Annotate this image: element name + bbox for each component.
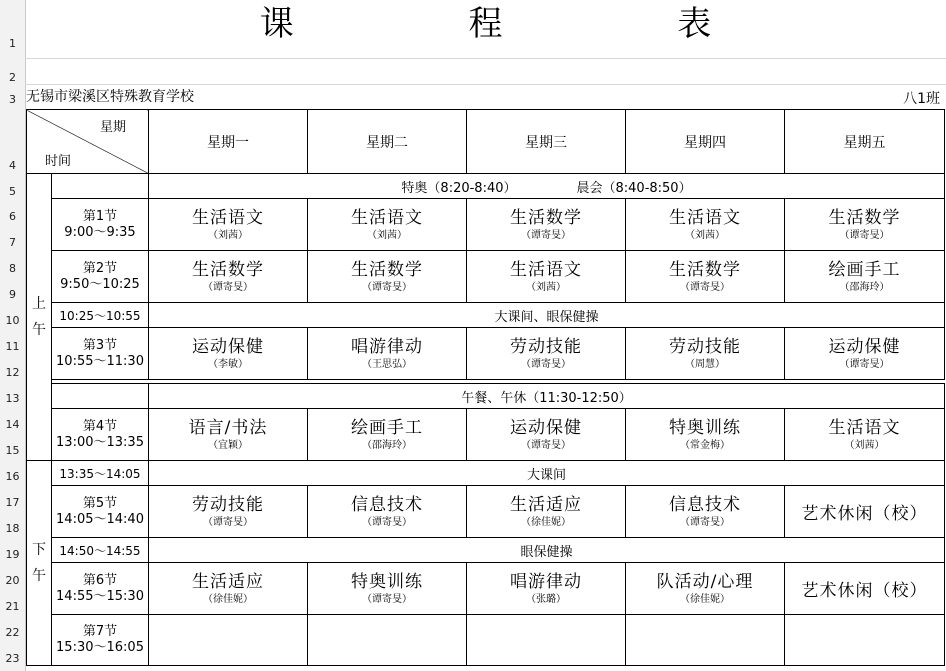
period-label-cell <box>52 328 149 380</box>
row-header-column <box>0 0 26 671</box>
row-number: 19 <box>5 548 20 561</box>
band-row <box>27 384 945 409</box>
teacher: （刘茜） <box>526 281 566 293</box>
class-cell <box>308 251 467 303</box>
class-cell <box>467 563 626 615</box>
teacher: （李敏） <box>208 358 248 370</box>
period-label: 第5节 <box>82 495 118 511</box>
period-label-cell <box>52 563 149 615</box>
gridline <box>25 58 946 59</box>
row-number: 17 <box>5 496 20 509</box>
class-cell <box>149 199 308 251</box>
period-label-cell <box>52 251 149 303</box>
row-number: 6 <box>9 210 16 223</box>
subject: 劳动技能 <box>669 336 741 357</box>
teacher: （谭寄旻） <box>839 358 890 370</box>
period-row <box>27 563 945 615</box>
class-cell <box>626 615 785 666</box>
subject: 生活数学 <box>351 259 423 280</box>
row-number: 9 <box>9 288 16 301</box>
band-cell: 大课间、眼保健操 <box>149 303 945 328</box>
row-number: 4 <box>9 159 16 172</box>
subject: 唱游律动 <box>351 336 423 357</box>
teacher: （谭寄旻） <box>203 281 253 293</box>
row-number: 8 <box>9 262 16 275</box>
teacher: （徐佳妮） <box>521 516 571 528</box>
subject: 艺术休闲（校） <box>801 581 928 601</box>
period-label: 第7节 <box>82 624 118 639</box>
class-cell <box>785 328 945 380</box>
blank-cell <box>52 174 149 199</box>
subject: 生活适应 <box>192 571 264 592</box>
subject: 特奥训练 <box>351 571 423 592</box>
morning-label <box>27 174 52 461</box>
teacher: （徐佳妮） <box>680 593 730 605</box>
band-cell: 大课间 <box>149 461 945 486</box>
teacher: （谭寄旻） <box>362 593 412 605</box>
teacher: （常金梅） <box>680 439 730 451</box>
period-time: 10:55～11:30 <box>56 353 144 369</box>
gridline <box>25 84 946 85</box>
subject: 队活动/心理 <box>656 571 754 592</box>
schedule-table <box>26 109 945 666</box>
class-cell <box>467 251 626 303</box>
subject: 运动保健 <box>828 336 901 357</box>
class-cell <box>467 328 626 380</box>
band-text: 晨会（8:40-8:50） <box>576 180 692 196</box>
subject: 劳动技能 <box>510 336 582 357</box>
class-name: 八1班 <box>903 91 940 107</box>
subject: 绘画手工 <box>828 259 901 280</box>
class-cell <box>308 328 467 380</box>
teacher: （谭寄旻） <box>521 439 571 451</box>
break-time: 13:35～14:05 <box>52 461 149 486</box>
day-header: 星期四 <box>626 110 785 174</box>
period-row <box>27 409 945 461</box>
teacher: （邵海玲） <box>362 439 412 451</box>
row-number: 15 <box>5 444 20 457</box>
day-header: 星期一 <box>149 110 308 174</box>
teacher: （谭寄旻） <box>680 516 730 528</box>
class-cell <box>785 199 945 251</box>
row-number: 21 <box>5 600 20 613</box>
band-cell: 眼保健操 <box>149 538 945 563</box>
subject: 语言/书法 <box>188 417 268 438</box>
class-cell <box>785 486 945 538</box>
subject: 信息技术 <box>351 494 423 515</box>
teacher: （周慧） <box>685 358 725 370</box>
period-label-cell <box>52 409 149 461</box>
class-cell <box>149 328 308 380</box>
row-number: 5 <box>9 185 16 198</box>
class-cell <box>149 563 308 615</box>
class-cell <box>785 563 945 615</box>
row-number: 18 <box>5 522 20 535</box>
teacher: （谭寄旻） <box>680 281 730 293</box>
subject: 生活语文 <box>828 417 901 438</box>
period-row <box>27 328 945 380</box>
teacher: （谭寄旻） <box>362 516 412 528</box>
corner-time-label: 时间 <box>45 154 72 169</box>
corner-cell <box>27 110 149 174</box>
teacher: （谭寄旻） <box>362 281 412 293</box>
class-cell <box>467 486 626 538</box>
period-time: 14:55～15:30 <box>56 588 144 604</box>
row-number: 16 <box>5 470 20 483</box>
period-row <box>27 199 945 251</box>
header-row <box>27 110 945 174</box>
class-cell <box>149 409 308 461</box>
class-cell <box>308 199 467 251</box>
row-number: 22 <box>5 626 20 639</box>
teacher: （刘茜） <box>208 229 248 241</box>
band-row <box>27 303 945 328</box>
teacher: （王思弘） <box>362 358 412 370</box>
row-number: 14 <box>5 418 20 431</box>
period-time: 9:50～10:25 <box>60 276 140 292</box>
teacher: （谭寄旻） <box>203 516 253 528</box>
class-cell <box>626 328 785 380</box>
row-number: 20 <box>5 574 20 587</box>
subject: 生活语文 <box>669 207 741 228</box>
teacher: （谭寄旻） <box>521 229 571 241</box>
period-label: 第3节 <box>82 337 118 353</box>
class-cell <box>149 615 308 666</box>
class-cell <box>626 251 785 303</box>
subject: 特奥训练 <box>669 417 741 438</box>
subject: 生活语文 <box>351 207 423 228</box>
class-cell <box>149 251 308 303</box>
class-cell <box>308 409 467 461</box>
teacher: （张璐） <box>526 593 566 605</box>
break-time: 10:25～10:55 <box>52 303 149 328</box>
class-cell <box>785 615 945 666</box>
subject: 唱游律动 <box>510 571 582 592</box>
subject: 信息技术 <box>669 494 741 515</box>
period-label: 第6节 <box>82 572 118 588</box>
row-number: 2 <box>9 71 16 84</box>
subject: 生活适应 <box>510 494 582 515</box>
day-header: 星期二 <box>308 110 467 174</box>
afternoon-label <box>27 461 52 666</box>
period-time: 15:30～16:05 <box>56 640 144 655</box>
teacher: （刘茜） <box>844 439 885 451</box>
morning-char: 午 <box>32 322 46 338</box>
period-row <box>27 486 945 538</box>
class-cell <box>308 615 467 666</box>
band-cell: 午餐、午休（11:30-12:50） <box>149 384 945 409</box>
teacher: （谭寄旻） <box>521 358 571 370</box>
afternoon-char: 下 <box>32 542 46 558</box>
period-label-cell <box>52 615 149 666</box>
teacher: （徐佳妮） <box>203 593 253 605</box>
class-cell <box>149 486 308 538</box>
row-number: 12 <box>5 366 20 379</box>
class-cell <box>626 409 785 461</box>
subject: 生活语文 <box>510 259 582 280</box>
subject: 运动保健 <box>192 336 264 357</box>
band-text: 特奥（8:20-8:40） <box>401 180 517 196</box>
class-cell <box>626 486 785 538</box>
day-header: 星期五 <box>785 110 945 174</box>
period-time: 9:00～9:35 <box>64 224 136 240</box>
band-row <box>27 538 945 563</box>
subject: 艺术休闲（校） <box>801 504 928 524</box>
subject: 生活数学 <box>669 259 741 280</box>
teacher: （刘茜） <box>685 229 725 241</box>
class-cell <box>785 409 945 461</box>
row-number: 13 <box>5 392 20 405</box>
subject: 劳动技能 <box>192 494 264 515</box>
row-number: 23 <box>5 652 20 665</box>
corner-weekday-label: 星期 <box>99 120 126 135</box>
teacher: （刘茜） <box>367 229 407 241</box>
class-cell <box>467 615 626 666</box>
school-name: 无锡市梁溪区特殊教育学校 <box>26 89 194 105</box>
row-number: 10 <box>5 314 20 327</box>
class-cell <box>467 409 626 461</box>
blank-cell <box>52 384 149 409</box>
row-number: 3 <box>9 93 16 106</box>
period-time: 13:00～13:35 <box>56 434 144 450</box>
subject: 生活数学 <box>192 259 264 280</box>
period-time: 14:05～14:40 <box>56 511 144 527</box>
subject: 生活数学 <box>828 207 901 228</box>
class-cell <box>308 563 467 615</box>
period-label-cell <box>52 486 149 538</box>
band-cell <box>149 174 945 199</box>
period-row <box>27 615 945 666</box>
period-label: 第2节 <box>82 260 118 276</box>
afternoon-char: 午 <box>32 568 46 584</box>
row-number: 7 <box>9 236 16 249</box>
day-header: 星期三 <box>467 110 626 174</box>
page-title: 课 程 表 <box>259 4 794 44</box>
teacher: （宜颖） <box>208 439 248 451</box>
class-cell <box>626 563 785 615</box>
period-label-cell <box>52 199 149 251</box>
row-number: 1 <box>9 37 16 50</box>
period-label: 第4节 <box>82 418 118 434</box>
class-cell <box>626 199 785 251</box>
subject: 绘画手工 <box>351 417 423 438</box>
band-row <box>27 461 945 486</box>
teacher: （谭寄旻） <box>839 229 890 241</box>
class-cell <box>785 251 945 303</box>
period-row <box>27 251 945 303</box>
subject: 运动保健 <box>510 417 582 438</box>
row-number: 11 <box>5 340 20 353</box>
break-time: 14:50～14:55 <box>52 538 149 563</box>
class-cell <box>308 486 467 538</box>
subject: 生活数学 <box>510 207 582 228</box>
band-row <box>27 174 945 199</box>
teacher: （邵海玲） <box>839 281 890 293</box>
morning-char: 上 <box>32 296 46 312</box>
subject: 生活语文 <box>192 207 264 228</box>
class-cell <box>467 199 626 251</box>
period-label: 第1节 <box>82 208 118 224</box>
